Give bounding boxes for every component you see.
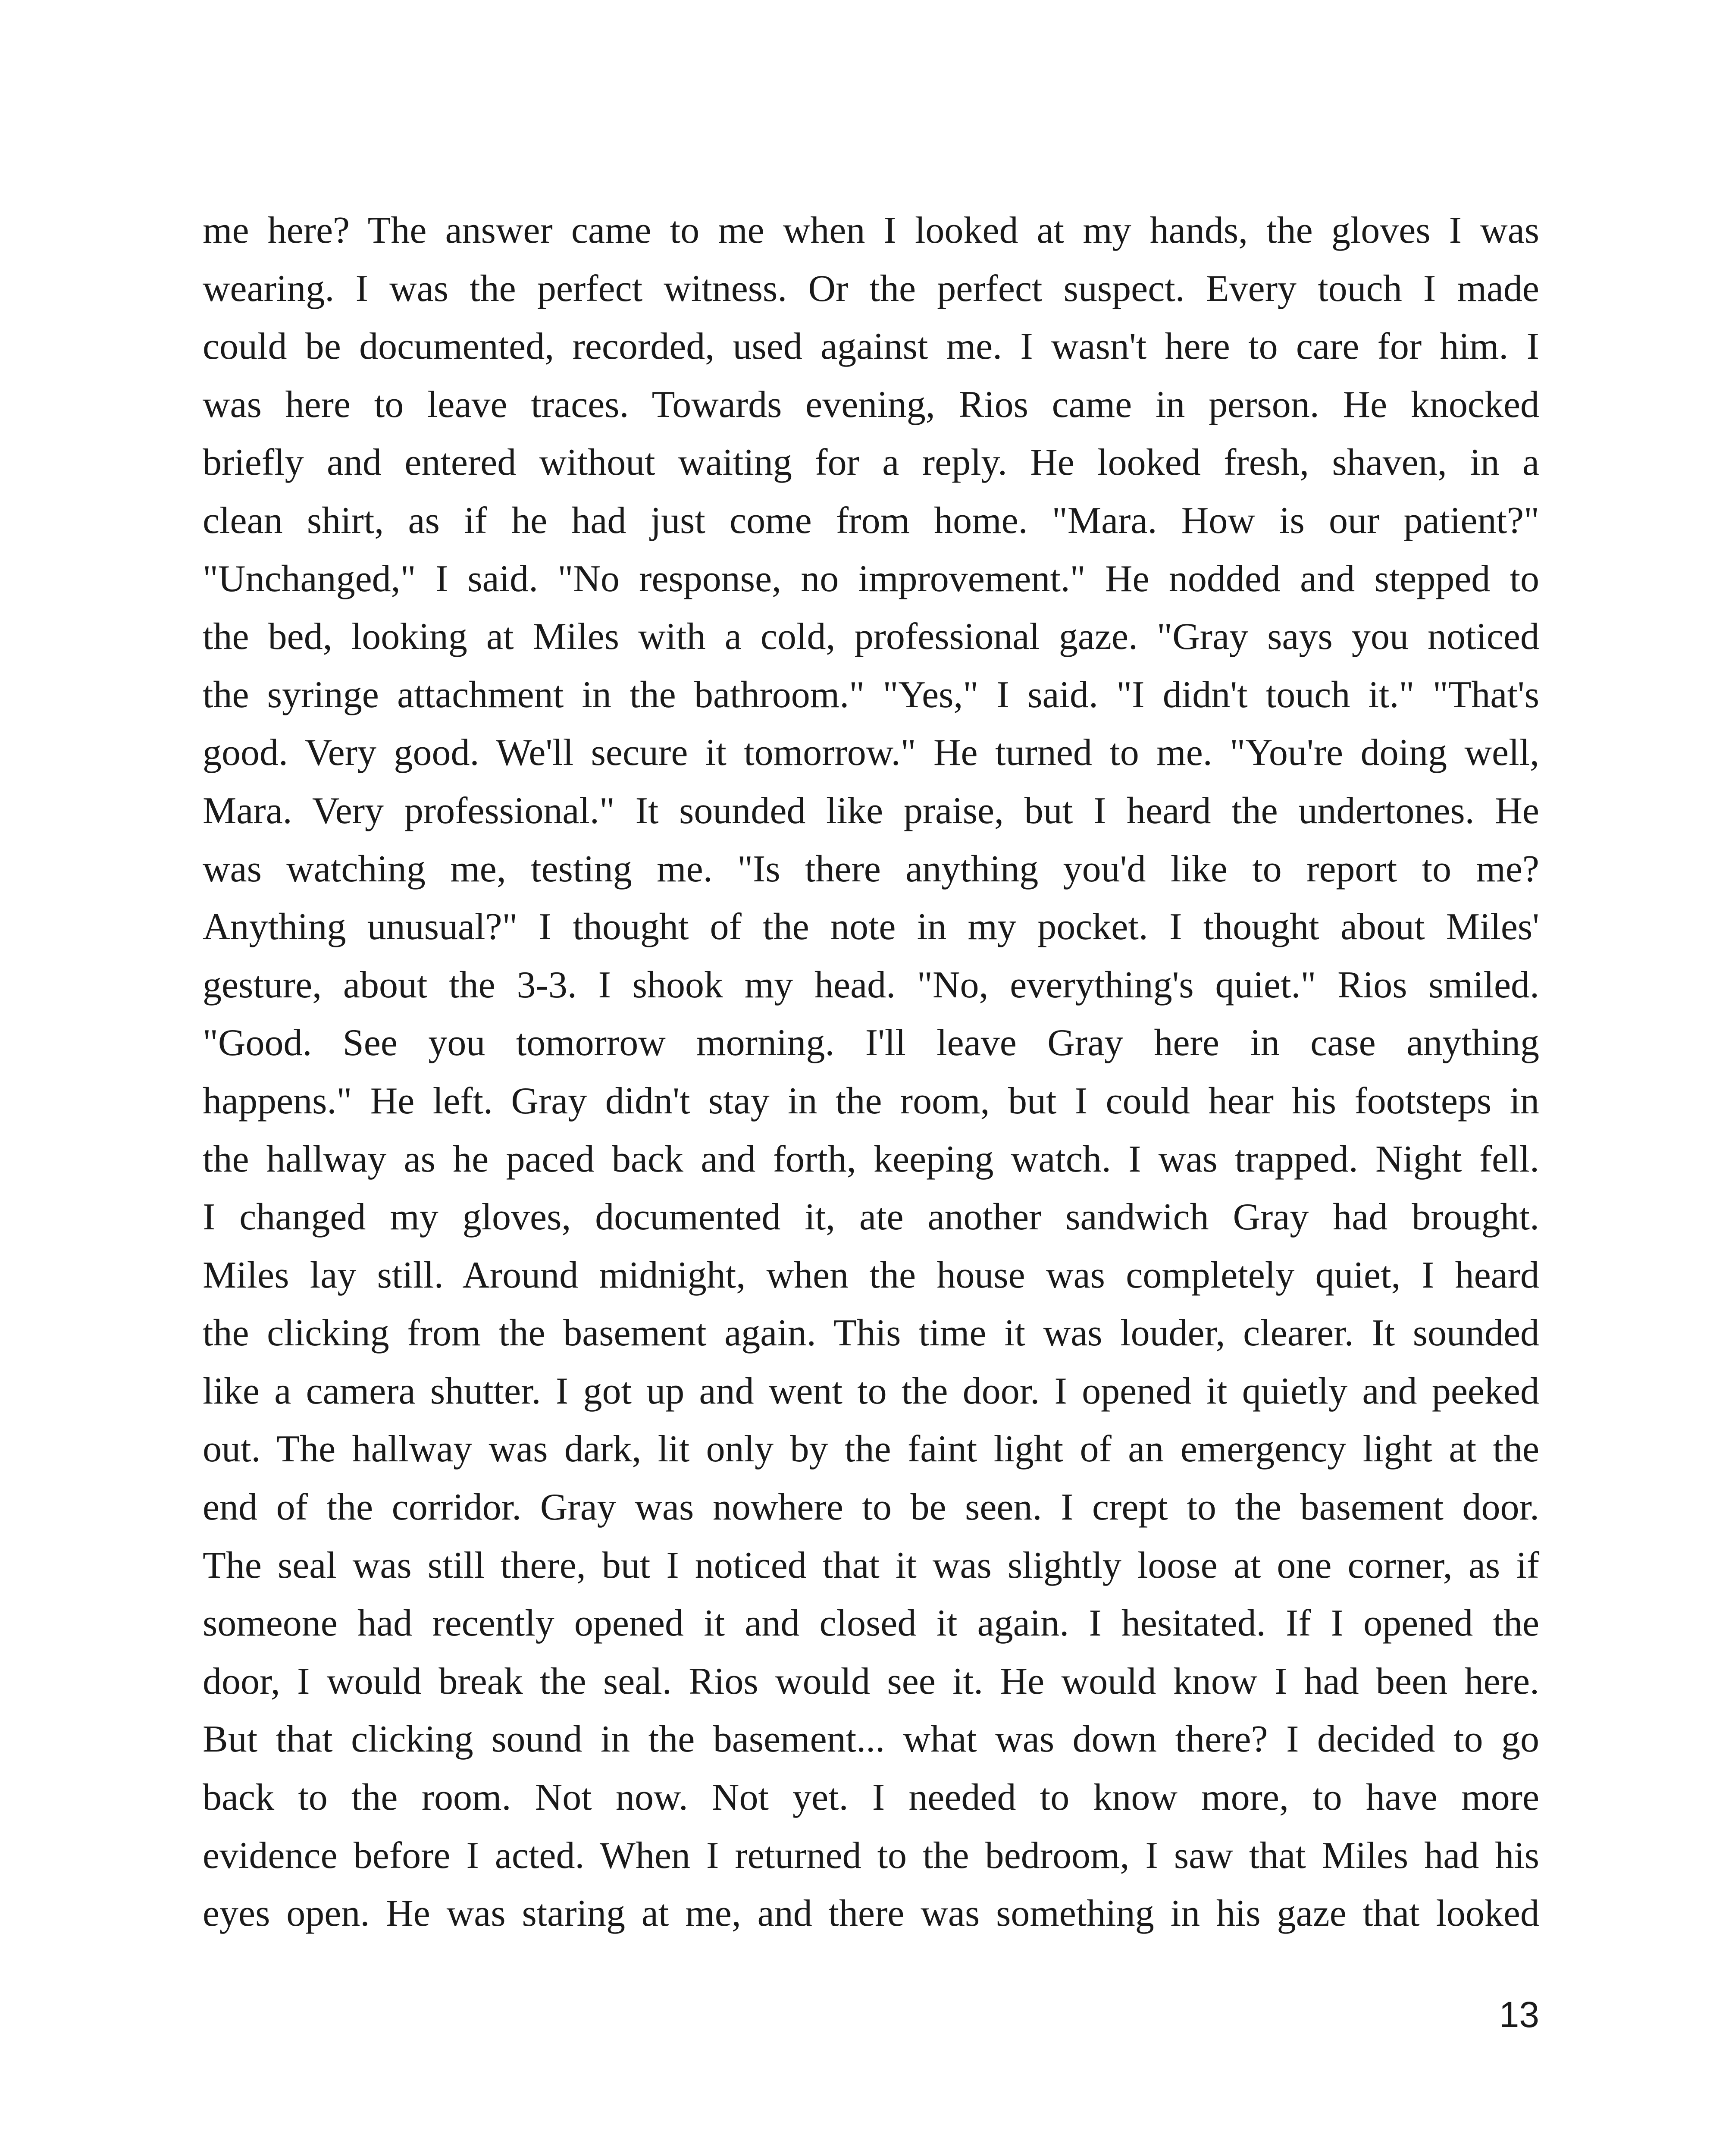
text-line: someone had recently opened it and closed it again. I hesitated. If I opened the — [203, 1602, 1539, 1645]
text-line: I changed my gloves, documented it, ate another sandwich Gray had brought. — [203, 1196, 1539, 1238]
text-line: me here? The answer came to me when I looked at my hands, the gloves I was — [203, 210, 1539, 251]
text-line: evidence before I acted. When I returned to the bedroom, I saw that Miles had his — [203, 1834, 1539, 1877]
text-line: back to the room. Not now. Not yet. I needed to know more, to have more — [203, 1777, 1539, 1819]
text-line: Anything unusual?" I thought of the note in my pocket. I thought about Miles' — [203, 906, 1539, 948]
text-line: was watching me, testing me. "Is there anything you'd like to report to me? — [203, 848, 1539, 890]
text-line: "Unchanged," I said. "No response, no improvement." He nodded and stepped to — [203, 558, 1539, 600]
page-number: 13 — [1499, 1994, 1539, 2035]
body-text — [203, 202, 1539, 1943]
text-line: clean shirt, as if he had just come from home. "Mara. How is our patient?" — [203, 499, 1539, 542]
text-line: good. Very good. We'll secure it tomorrow." He turned to me. "You're doing well, — [203, 732, 1539, 774]
text-line: Mara. Very professional." It sounded like praise, but I heard the undertones. He — [203, 790, 1539, 832]
text-line: could be documented, recorded, used against me. I wasn't here to care for him. I — [203, 326, 1539, 368]
text-line: door, I would break the seal. Rios would see it. He would know I had been here. — [203, 1660, 1539, 1702]
text-line: the clicking from the basement again. This time it was louder, clearer. It sounded — [203, 1312, 1539, 1354]
text-line: was here to leave traces. Towards evening, Rios came in person. He knocked — [203, 383, 1539, 426]
text-line: wearing. I was the perfect witness. Or the perfect suspect. Every touch I made — [203, 267, 1539, 310]
text-line: But that clicking sound in the basement... what was down there? I decided to go — [203, 1718, 1539, 1761]
text-line: Miles lay still. Around midnight, when the house was completely quiet, I heard — [203, 1254, 1539, 1296]
text-line: the bed, looking at Miles with a cold, professional gaze. "Gray says you noticed — [203, 616, 1539, 658]
text-line: eyes open. He was staring at me, and there was something in his gaze that looked — [203, 1893, 1539, 1935]
text-line: like a camera shutter. I got up and went to the door. I opened it quietly and peeked — [203, 1370, 1539, 1412]
text-line: happens." He left. Gray didn't stay in the room, but I could hear his footsteps in — [203, 1080, 1539, 1122]
text-line: briefly and entered without waiting for a reply. He looked fresh, shaven, in a — [203, 442, 1539, 484]
text-line: The seal was still there, but I noticed that it was slightly loose at one corner, as if — [203, 1544, 1539, 1586]
text-line: "Good. See you tomorrow morning. I'll leave Gray here in case anything — [203, 1022, 1539, 1064]
text-line: the hallway as he paced back and forth, keeping watch. I was trapped. Night fell. — [203, 1138, 1539, 1180]
text-line: gesture, about the 3-3. I shook my head. "No, everything's quiet." Rios smiled. — [203, 964, 1539, 1006]
text-line: end of the corridor. Gray was nowhere to be seen. I crept to the basement door. — [203, 1486, 1539, 1529]
text-line: out. The hallway was dark, lit only by the faint light of an emergency light at the — [203, 1428, 1539, 1470]
text-line: the syringe attachment in the bathroom." "Yes," I said. "I didn't touch it." "That's — [203, 674, 1539, 716]
